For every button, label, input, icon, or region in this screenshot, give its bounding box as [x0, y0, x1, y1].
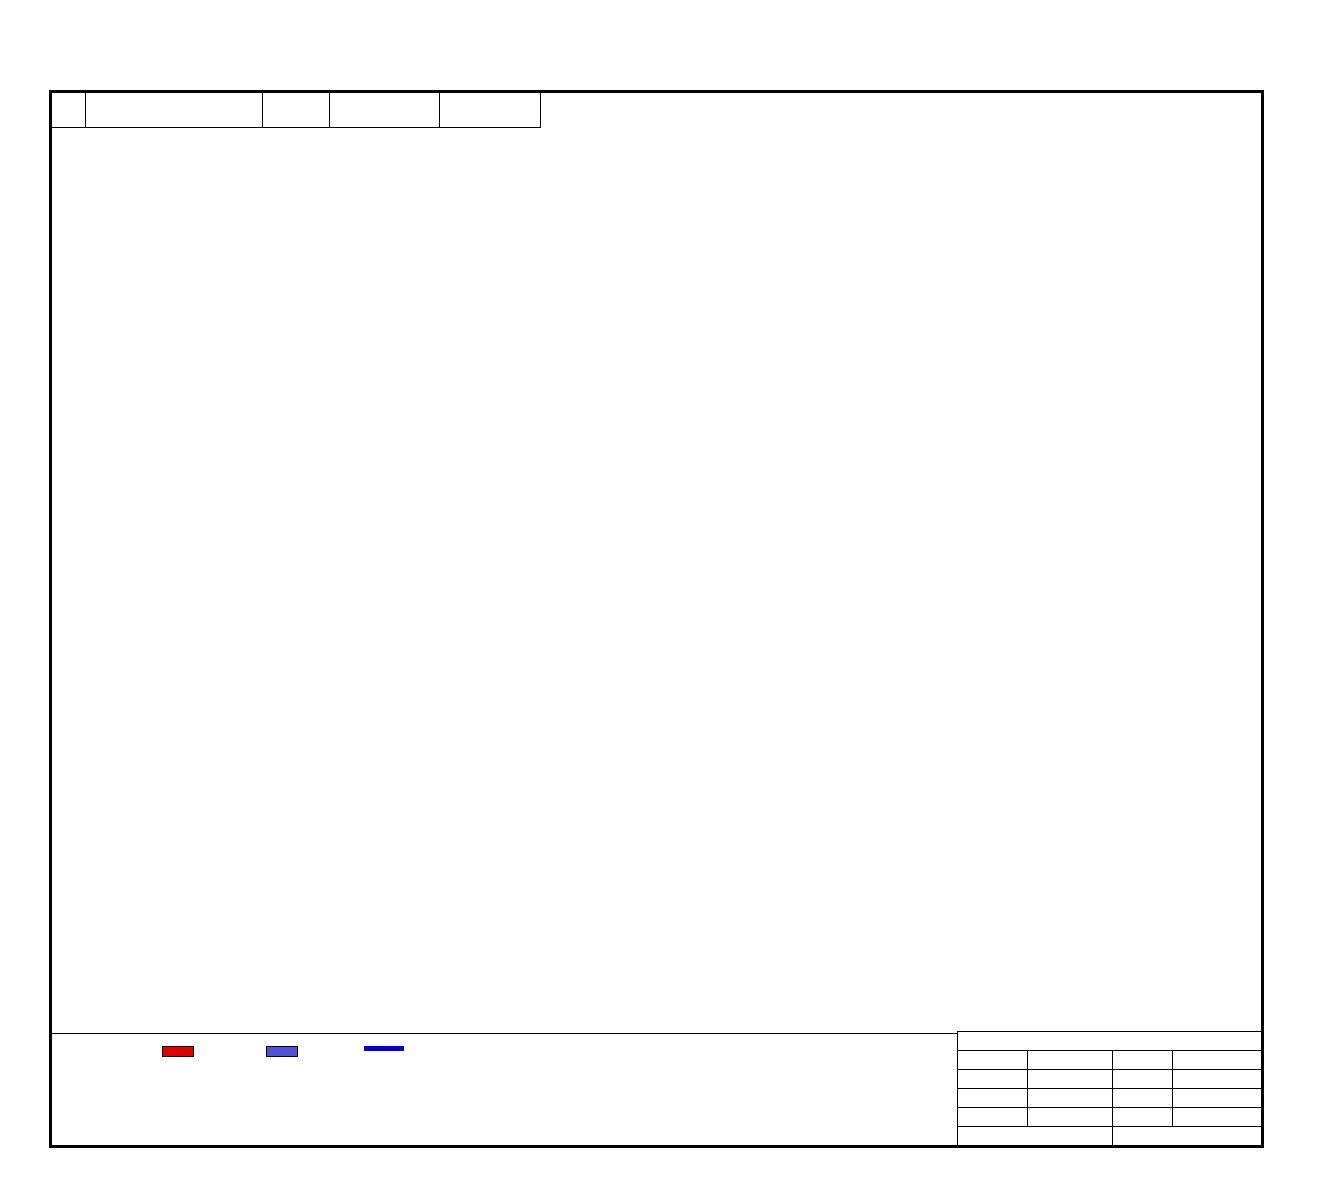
info-editor	[1028, 1051, 1113, 1069]
gantt-chart	[541, 93, 1261, 1033]
header-id	[52, 93, 86, 128]
legend-summary-swatch	[364, 1046, 404, 1051]
info-block	[957, 1031, 1262, 1146]
info-dur	[1173, 1108, 1262, 1126]
info-proof-label	[958, 1108, 1028, 1126]
header-duration	[263, 93, 330, 128]
info-start	[1173, 1070, 1262, 1088]
header-start	[330, 93, 440, 128]
info-drawer	[1028, 1070, 1113, 1088]
info-owner	[1173, 1051, 1262, 1069]
info-end	[1173, 1089, 1262, 1107]
info-drawer-label	[958, 1070, 1028, 1088]
info-start-label	[1113, 1070, 1173, 1088]
info-date	[1113, 1127, 1262, 1145]
legend-critical-swatch	[162, 1046, 194, 1057]
info-reviewer	[1028, 1089, 1113, 1107]
info-end-label	[1113, 1089, 1173, 1107]
legend-normal-swatch	[266, 1046, 298, 1057]
header-end	[440, 93, 541, 128]
legend-area	[52, 1033, 957, 1146]
info-title	[958, 1032, 1262, 1050]
info-owner-label	[1113, 1051, 1173, 1069]
info-proof	[1028, 1108, 1113, 1126]
header-name	[86, 93, 263, 128]
info-dur-label	[1113, 1108, 1173, 1126]
info-company	[958, 1127, 1113, 1145]
info-reviewer-label	[958, 1089, 1028, 1107]
info-editor-label	[958, 1051, 1028, 1069]
